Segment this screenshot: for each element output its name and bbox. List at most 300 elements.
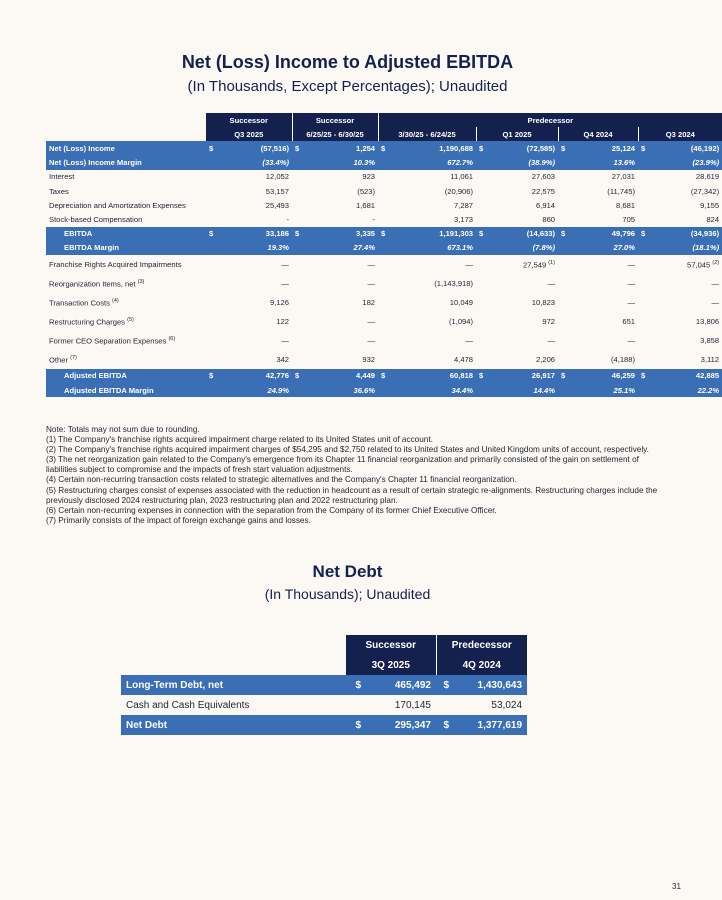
currency-cell [476, 312, 494, 331]
currency-cell [638, 350, 656, 369]
currency-cell: $ [558, 141, 576, 155]
row-label-text: Adjusted EBITDA Margin [64, 385, 154, 395]
net-debt-title: Net Debt [312, 562, 383, 581]
currency-cell [378, 241, 396, 255]
currency-cell [476, 241, 494, 255]
currency-cell [558, 184, 576, 198]
table-row [46, 369, 722, 383]
value-cell [576, 156, 638, 170]
value-text: 342 [276, 354, 290, 364]
currency-cell [558, 255, 576, 274]
currency-cell [378, 198, 396, 212]
value-text: (523) [357, 186, 376, 196]
value-cell [576, 274, 638, 293]
value-text: 12,052 [265, 172, 290, 182]
row-label [46, 383, 206, 397]
value-cell [576, 331, 638, 350]
value-cell [494, 383, 558, 397]
row-label [46, 274, 206, 293]
value-cell [396, 198, 476, 212]
value-cell [656, 274, 722, 293]
currency-cell [292, 170, 310, 184]
currency-cell [476, 350, 494, 369]
currency-cell [638, 293, 656, 312]
currency-cell [558, 293, 576, 312]
currency-cell: $ [558, 227, 576, 241]
value-text: 57,045 [687, 260, 711, 270]
value-text: - [372, 214, 376, 224]
value-text: 860 [542, 214, 556, 224]
value-cell [576, 255, 638, 274]
currency-cell [378, 212, 396, 226]
currency-cell [378, 350, 396, 369]
value-cell [396, 350, 476, 369]
currency-cell [206, 156, 224, 170]
value-cell [396, 312, 476, 331]
currency-cell [206, 241, 224, 255]
value-text: (72,585) [526, 143, 556, 153]
value-cell [494, 198, 558, 212]
value-cell [494, 255, 558, 274]
value-text: (18.1%) [692, 243, 720, 253]
currency-cell [292, 331, 310, 350]
value-cell [396, 255, 476, 274]
currency-cell [638, 184, 656, 198]
row-label [46, 156, 206, 170]
row-label-text: Net (Loss) Income Margin [49, 158, 142, 168]
table-row [121, 695, 527, 715]
currency-cell [292, 312, 310, 331]
row-label [46, 312, 206, 331]
currency-cell [558, 198, 576, 212]
value-cell [494, 170, 558, 184]
currency-cell [346, 695, 366, 715]
group-header-row [121, 635, 527, 655]
group-header: Successor [206, 113, 292, 127]
value-text: 122 [276, 316, 290, 326]
column-header: Q4 2024 [558, 127, 638, 141]
value-text: 33,186 [265, 229, 290, 239]
value-cell [224, 383, 292, 397]
value-cell [224, 369, 292, 383]
currency-cell [206, 331, 224, 350]
table-row [46, 212, 722, 226]
currency-cell [476, 212, 494, 226]
table-row [46, 350, 722, 369]
value-text: 6,914 [536, 200, 556, 210]
value-text: 10,823 [531, 297, 556, 307]
value-cell [224, 241, 292, 255]
value-cell [656, 350, 722, 369]
value-cell [310, 156, 378, 170]
value-text: 3,858 [700, 335, 720, 345]
row-label: Net Debt [121, 715, 346, 735]
currency-cell [206, 212, 224, 226]
currency-cell [638, 331, 656, 350]
currency-cell [206, 184, 224, 198]
value-cell [310, 170, 378, 184]
value-cell [310, 141, 378, 155]
footnote: (4) Certain non-recurring transaction costs related to strategic alternatives and the Company's Chapter 11 financial reorganization. [46, 475, 517, 485]
currency-cell [292, 350, 310, 369]
value-cell [396, 141, 476, 155]
currency-cell [292, 156, 310, 170]
currency-cell [638, 383, 656, 397]
value-cell [656, 198, 722, 212]
value-text: (1,143,918) [434, 278, 474, 288]
currency-cell: $ [638, 369, 656, 383]
value-text: 24.9% [267, 385, 290, 395]
currency-cell [436, 695, 454, 715]
value-text: 3,335 [356, 229, 376, 239]
value-text: 14.4% [533, 385, 556, 395]
value-cell [494, 312, 558, 331]
value-cell [310, 331, 378, 350]
column-header: 6/25/25 - 6/30/25 [292, 127, 378, 141]
row-label-text: Interest [49, 172, 75, 182]
column-header: 3Q 2025 [346, 655, 436, 675]
row-label-text: Net (Loss) Income [49, 143, 115, 153]
value-cell [310, 369, 378, 383]
value-cell [310, 350, 378, 369]
value-text: (14,633) [526, 229, 556, 239]
value-cell [494, 293, 558, 312]
value-text: — [711, 278, 720, 288]
value-cell [656, 383, 722, 397]
currency-cell [292, 255, 310, 274]
value-cell [656, 369, 722, 383]
value-text: 25,493 [265, 200, 290, 210]
table-row [46, 141, 722, 155]
value-text: 53,157 [265, 186, 290, 196]
value-cell [576, 141, 638, 155]
group-header-row [46, 113, 722, 127]
currency-cell [476, 274, 494, 293]
table-row [121, 715, 527, 735]
value-cell [396, 383, 476, 397]
value-cell: 170,145 [394, 699, 431, 711]
value-text: 932 [362, 354, 376, 364]
value-text: (34,936) [690, 229, 720, 239]
value-cell [224, 227, 292, 241]
value-text: — [281, 278, 290, 288]
currency-cell: $ [476, 141, 494, 155]
value-text: — [281, 335, 290, 345]
value-cell [396, 369, 476, 383]
value-cell [224, 184, 292, 198]
value-text: 25,124 [611, 143, 636, 153]
value-cell [310, 241, 378, 255]
currency-cell: $ [378, 369, 396, 383]
value-cell [224, 198, 292, 212]
row-label [46, 198, 206, 212]
value-cell [656, 331, 722, 350]
row-label [46, 369, 206, 383]
value-text: 7,287 [454, 200, 474, 210]
table-row [46, 255, 722, 274]
row-label-text: Other [49, 355, 68, 365]
value-cell [224, 156, 292, 170]
value-text: 1,254 [356, 143, 376, 153]
column-header: 4Q 2024 [436, 655, 527, 675]
value-text: 9,155 [700, 200, 720, 210]
value-text: 27.4% [353, 243, 376, 253]
footnote-ref: (4) [112, 297, 119, 304]
value-text: 182 [362, 297, 376, 307]
value-cell [224, 331, 292, 350]
value-cell [224, 293, 292, 312]
value-cell [310, 312, 378, 331]
row-label: Cash and Cash Equivalents [126, 699, 250, 711]
currency-cell: $ [476, 369, 494, 383]
table-row [46, 383, 722, 397]
value-text: 9,126 [270, 297, 290, 307]
value-text: — [465, 335, 474, 345]
value-text: 13,806 [695, 316, 720, 326]
value-text: (46,192) [690, 143, 720, 153]
currency-cell: $ [206, 227, 224, 241]
value-cell [656, 293, 722, 312]
value-cell: 465,492 [366, 675, 436, 695]
value-text: 3,112 [700, 354, 720, 364]
column-header: 3/30/25 - 6/24/25 [378, 127, 476, 141]
value-cell [494, 331, 558, 350]
footnote-ref: (2) [712, 259, 720, 266]
value-cell [310, 274, 378, 293]
value-cell [656, 212, 722, 226]
currency-cell [558, 241, 576, 255]
row-label [46, 255, 206, 274]
value-text: — [627, 259, 636, 269]
value-cell [576, 293, 638, 312]
value-cell [656, 156, 722, 170]
value-cell [310, 255, 378, 274]
value-cell: 53,024 [491, 699, 523, 711]
footnote: Note: Totals may not sum due to rounding. [46, 425, 200, 434]
value-cell [224, 141, 292, 155]
value-text: 1,191,303 [439, 229, 474, 239]
value-cell [656, 170, 722, 184]
value-cell: 1,377,619 [454, 715, 527, 735]
value-cell [310, 198, 378, 212]
row-label-text: Former CEO Separation Expenses [49, 336, 167, 346]
value-cell [494, 184, 558, 198]
value-cell [224, 255, 292, 274]
column-header: Q1 2025 [476, 127, 558, 141]
value-cell [310, 184, 378, 198]
value-cell [494, 141, 558, 155]
currency-cell [206, 198, 224, 212]
value-text: (38.9%) [528, 158, 556, 168]
value-text: — [367, 316, 376, 326]
value-text: (11,745) [607, 186, 636, 196]
footnote-ref: (1) [548, 259, 556, 266]
value-text: — [547, 335, 556, 345]
value-text: (7.8%) [532, 243, 556, 253]
value-cell [576, 212, 638, 226]
value-text: 42,776 [265, 371, 290, 381]
value-text: (4,188) [610, 354, 636, 364]
value-text: — [367, 278, 376, 288]
row-label-text: Adjusted EBITDA [64, 371, 127, 381]
currency-cell [378, 156, 396, 170]
value-text: — [711, 297, 720, 307]
currency-cell [206, 383, 224, 397]
table-row [46, 156, 722, 170]
value-text: (27,342) [690, 186, 720, 196]
footnote-ref: (7) [70, 354, 77, 361]
table-row [46, 312, 722, 331]
value-cell [576, 350, 638, 369]
footnote: (6) Certain non-recurring expenses in connection with the separation from the Company of its former Chief Executive Officer. [46, 505, 497, 515]
currency-cell [558, 331, 576, 350]
group-header: Predecessor [378, 113, 722, 127]
currency-cell [206, 170, 224, 184]
table-row [46, 274, 722, 293]
footnote: (7) Primarily consists of the impact of foreign exchange gains and losses. [46, 515, 311, 525]
value-cell [576, 227, 638, 241]
ebitda-table [46, 113, 722, 397]
value-cell [656, 227, 722, 241]
value-text: 824 [706, 214, 720, 224]
net-debt-table [121, 635, 527, 735]
value-cell [224, 350, 292, 369]
currency-cell [206, 274, 224, 293]
value-cell [310, 383, 378, 397]
currency-cell [638, 156, 656, 170]
value-cell [576, 198, 638, 212]
value-cell [396, 184, 476, 198]
footnote: (1) The Company's franchise rights acquired impairment charge related to its United States unit of account. [46, 435, 433, 445]
currency-cell [378, 293, 396, 312]
currency-cell: $ [346, 675, 366, 695]
currency-cell: $ [476, 227, 494, 241]
footnotes [46, 425, 666, 526]
value-text: 11,061 [450, 172, 474, 182]
table-row [46, 198, 722, 212]
value-cell: 1,430,643 [454, 675, 527, 695]
row-label [46, 350, 206, 369]
value-cell [656, 312, 722, 331]
value-cell [656, 241, 722, 255]
value-cell [396, 227, 476, 241]
value-text: 22.2% [697, 385, 720, 395]
value-cell [576, 170, 638, 184]
row-label [46, 141, 206, 155]
value-cell [396, 241, 476, 255]
value-text: 10,049 [449, 297, 474, 307]
value-cell [576, 184, 638, 198]
page-subtitle: (In Thousands, Except Percentages); Unaudited [187, 78, 508, 95]
value-text: 673.1% [447, 243, 474, 253]
value-text: 651 [622, 316, 636, 326]
value-cell [396, 274, 476, 293]
currency-cell: $ [378, 227, 396, 241]
row-label-text: Reorganization Items, net [49, 279, 136, 289]
currency-cell: $ [378, 141, 396, 155]
value-cell [396, 156, 476, 170]
table-row [46, 293, 722, 312]
row-label-text: Depreciation and Amortization Expenses [49, 200, 186, 210]
value-text: — [627, 335, 636, 345]
value-text: 27.0% [613, 243, 636, 253]
value-text: 49,796 [611, 229, 636, 239]
currency-cell [558, 274, 576, 293]
currency-cell: $ [292, 227, 310, 241]
value-text: 4,449 [356, 371, 376, 381]
currency-cell: $ [206, 369, 224, 383]
value-cell [310, 293, 378, 312]
currency-cell: $ [292, 369, 310, 383]
currency-cell [558, 170, 576, 184]
currency-cell: $ [436, 715, 454, 735]
row-label-text: Restructuring Charges [49, 317, 125, 327]
column-header: Q3 2024 [638, 127, 722, 141]
group-header: Successor [292, 113, 378, 127]
currency-cell [638, 170, 656, 184]
footnote-ref: (3) [137, 278, 145, 285]
value-text: — [627, 278, 636, 288]
row-label-text: Taxes [49, 186, 69, 196]
currency-cell: $ [638, 227, 656, 241]
currency-cell [292, 383, 310, 397]
value-text: 8,681 [616, 200, 636, 210]
currency-cell: $ [346, 715, 366, 735]
currency-cell [292, 274, 310, 293]
value-text: (1,094) [448, 316, 474, 326]
currency-cell [292, 198, 310, 212]
currency-cell [206, 293, 224, 312]
group-header: Successor [346, 635, 436, 655]
value-text: 3,173 [454, 214, 474, 224]
value-text: 10.3% [353, 158, 376, 168]
currency-cell [476, 156, 494, 170]
currency-cell [638, 312, 656, 331]
value-cell [494, 350, 558, 369]
currency-cell [292, 212, 310, 226]
value-text: — [627, 297, 636, 307]
currency-cell: $ [638, 141, 656, 155]
value-text: 42,885 [695, 371, 720, 381]
net-debt-subtitle: (In Thousands); Unaudited [264, 586, 431, 602]
page-title: Net (Loss) Income to Adjusted EBITDA [181, 52, 514, 72]
currency-cell [206, 312, 224, 331]
row-label: Long-Term Debt, net [121, 675, 346, 695]
currency-cell [378, 331, 396, 350]
value-text: 923 [362, 172, 376, 182]
currency-cell [558, 156, 576, 170]
currency-cell [476, 170, 494, 184]
row-label [46, 241, 206, 255]
value-text: 19.3% [267, 243, 290, 253]
currency-cell: $ [292, 141, 310, 155]
currency-cell [206, 350, 224, 369]
currency-cell [558, 383, 576, 397]
currency-cell [476, 184, 494, 198]
row-label [46, 212, 206, 226]
currency-cell [292, 293, 310, 312]
value-cell [494, 274, 558, 293]
row-label-text: Stock-based Compensation [49, 214, 143, 224]
value-cell [224, 312, 292, 331]
row-label [46, 184, 206, 198]
value-text: — [281, 259, 290, 269]
value-text: 28,619 [695, 172, 720, 182]
currency-cell [476, 331, 494, 350]
row-label-text: EBITDA Margin [64, 243, 119, 253]
value-text: 672.7% [447, 158, 474, 168]
value-text: 46,259 [611, 371, 636, 381]
